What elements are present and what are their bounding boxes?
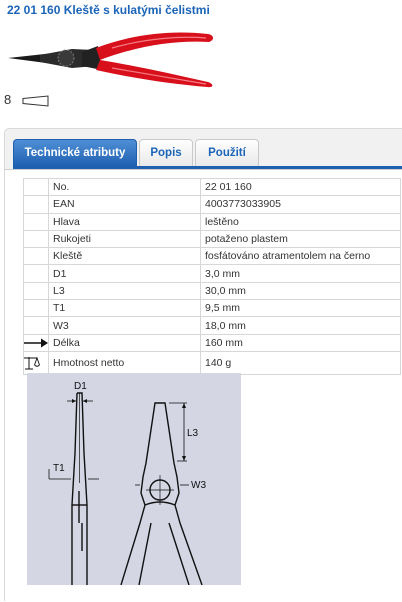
attr-label: D1 xyxy=(49,265,201,282)
table-row xyxy=(24,196,401,213)
product-title: 22 01 160 Kleště s kulatými čelistmi xyxy=(7,3,210,17)
label-t1: T1 xyxy=(53,463,65,474)
attr-value: 4003773033905 xyxy=(201,196,401,213)
attr-label: Hmotnost netto xyxy=(49,351,201,374)
attr-label: Hlava xyxy=(49,213,201,230)
label-l3: L3 xyxy=(187,428,199,439)
table-row xyxy=(24,282,401,299)
tab-content xyxy=(5,169,402,602)
table-row xyxy=(24,317,401,334)
table-row xyxy=(24,213,401,230)
details-panel xyxy=(4,128,402,601)
taper-icon xyxy=(22,95,50,107)
attr-value: 160 mm xyxy=(201,334,401,351)
attr-value: 140 g xyxy=(201,351,401,374)
attributes-table xyxy=(23,178,401,375)
attr-label: Délka xyxy=(49,334,201,351)
attr-label: W3 xyxy=(49,317,201,334)
table-row xyxy=(24,351,401,374)
attr-label: No. xyxy=(49,179,201,196)
label-d1: D1 xyxy=(74,381,87,392)
pliers-icon xyxy=(2,26,216,88)
symbol-number: 8 xyxy=(4,92,12,107)
attr-value: leštěno xyxy=(201,213,401,230)
tab-technical-attributes[interactable]: Technické atributy xyxy=(13,139,137,167)
scale-icon xyxy=(24,355,41,371)
table-row xyxy=(24,248,401,265)
table-row xyxy=(24,265,401,282)
attr-value: potaženo plastem xyxy=(201,230,401,247)
attr-value: 30,0 mm xyxy=(201,282,401,299)
attr-label: Rukojeti xyxy=(49,230,201,247)
attr-value: 18,0 mm xyxy=(201,317,401,334)
tab-description[interactable]: Popis xyxy=(139,139,193,167)
attr-label: EAN xyxy=(49,196,201,213)
attr-label: L3 xyxy=(49,282,201,299)
label-w3: W3 xyxy=(191,480,206,491)
technical-drawing xyxy=(27,373,241,585)
attr-label: Kleště xyxy=(49,248,201,265)
attr-value: 3,0 mm xyxy=(201,265,401,282)
attr-label: T1 xyxy=(49,300,201,317)
attr-value: 22 01 160 xyxy=(201,179,401,196)
attr-value: 9,5 mm xyxy=(201,300,401,317)
attr-value: fosfátováno atramentolem na černo xyxy=(201,248,401,265)
table-row xyxy=(24,179,401,196)
table-row xyxy=(24,300,401,317)
table-row xyxy=(24,334,401,351)
tab-usage[interactable]: Použití xyxy=(195,139,259,167)
length-arrow-icon xyxy=(24,337,49,349)
table-row xyxy=(24,230,401,247)
